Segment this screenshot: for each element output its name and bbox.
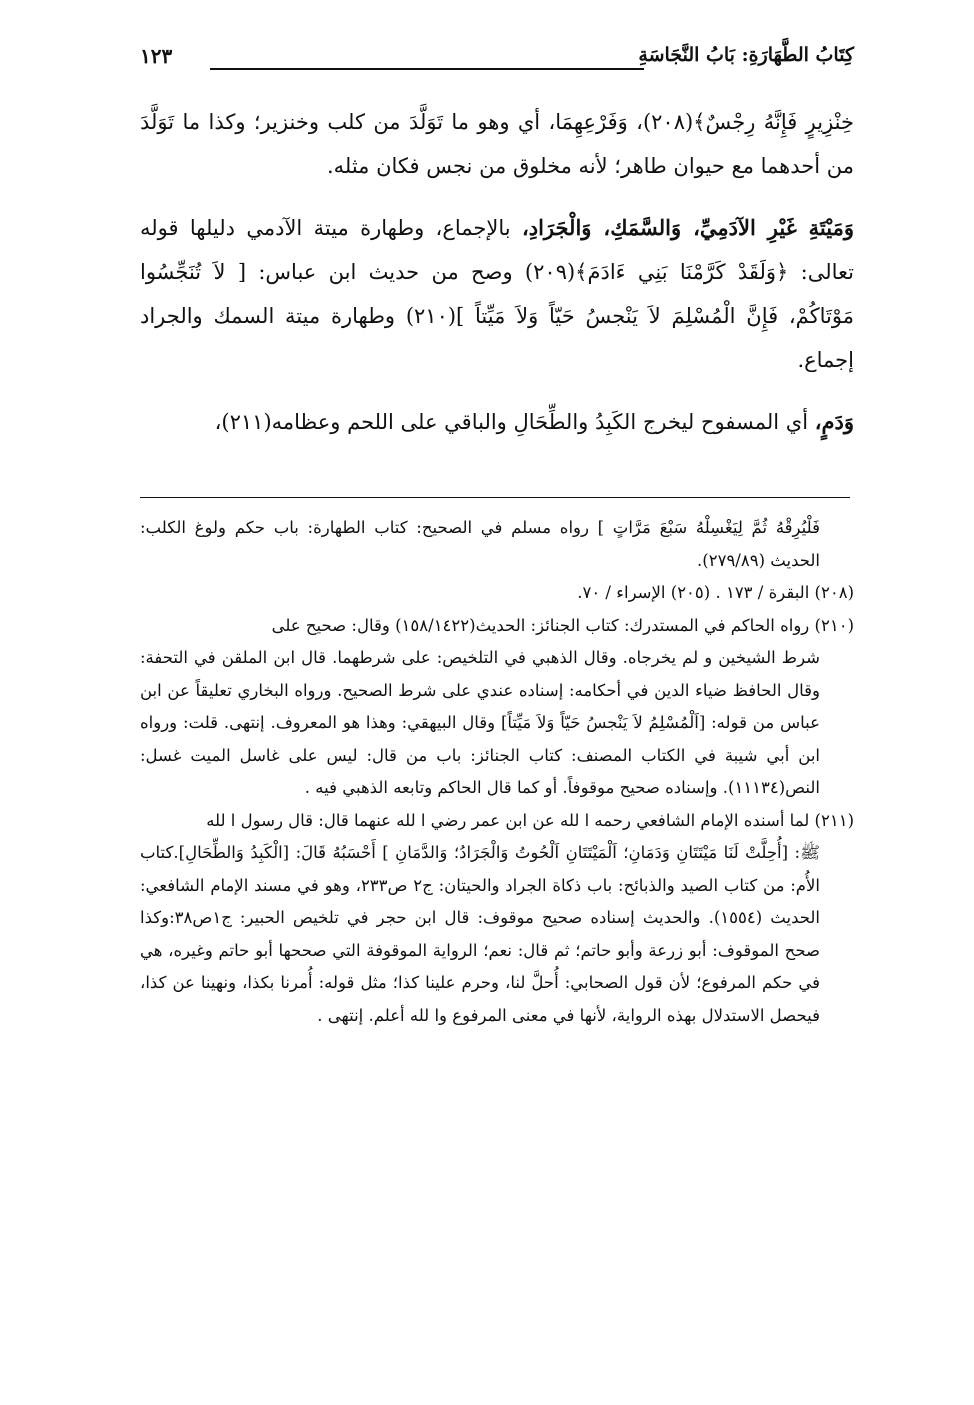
footnote-208-209: (٢٠٨) البقرة / ١٧٣ . (٢٠٥) الإسراء / ٧٠.	[577, 583, 854, 602]
footnotes	[140, 512, 854, 1032]
footnote-210-first-text: رواه الحاكم في المستدرك: كتاب الجنائز: الحديث(١٥٨/١٤٢٢) وقال: صحيح على	[271, 615, 810, 635]
footnote-211-first-text: لما أسنده الإمام الشافعي رحمه ا لله عن ابن عمر رضي ا لله عنهما قال: قال رسول ا لله	[206, 810, 810, 830]
page-number: ١٢٣	[140, 44, 173, 68]
footnote-continuation: فَلْيُرِقْهُ ثُمَّ لِيَغْسِلْهُ سَبْعَ مَرَّاتٍ ] رواه مسلم في الصحيح: كتاب الطهارة: باب حكم ولوغ الكلب: الحديث (٢٧٩/٨٩).	[140, 518, 820, 570]
footnote-211-number: (٢١١)	[814, 810, 854, 830]
paragraph-2-lead: وَمَيْتَةِ غَيْرِ الآدَمِيِّ، وَالسَّمَكِ، وَالْجَرَادِ،	[521, 215, 854, 240]
footnote-210-number: (٢١٠)	[814, 615, 854, 635]
paragraph-3-text: أي المسفوح ليخرج الكَبِدُ والطِّحَالِ والباقي على اللحم وعظامه(٢١١)،	[214, 410, 815, 434]
running-header	[140, 44, 854, 78]
paragraph-3	[140, 400, 854, 444]
header-rule	[210, 68, 644, 70]
footnote-210-text: شرط الشيخين و لم يخرجاه. وقال الذهبي في التلخيص: على شرطهما. قال ابن الملقن في التحفة: وقال الحافظ ضياء الدين في أحكامه: إسناده عندي على شرط الصحيح. ورواه البخاري تعليقاً عن ابن عباس من قوله: [اَلْمُسْلِمُ لاَ يَنْجسُ حَيّاً وَلاَ مَيِّتاً] وقال البيهقي: وهذا هو المعروف. إنتهى. قلت: ورواه ابن أبي شيبة في الكتاب المصنف: كتاب الجنائز: باب من قال: ليس على غاسل الميت غسل: النص(١١١٣٤). وإسناده صحيح موقوفاً. أو كما قال الحاكم وتابعه الذهبي فيه .	[140, 648, 820, 797]
paragraph-2	[140, 206, 854, 382]
footnote-separator	[140, 497, 850, 498]
header-title: كِتَابُ الطَّهَارَةِ: بَابُ النَّجَاسَةِ	[638, 44, 854, 66]
footnote-211-text: ﷺ: [أُحِلَّتْ لَنَا مَيْتَتَانِ وَدَمَانِ؛ اَلْمَيْتَتَانِ اَلْحُوتُ وَالْجَرَادُ؛ وَالدَّمَانِ ] أَحْسَبُهُ قَالَ: [الْكَبِدُ وَالطِّحَالِ].كتاب الأُم: من كتاب الصيد والذبائح: باب ذكاة الجراد والحيتان: ج٢ ص٢٣٣، وهو في مسند الإمام الشافعي: الحديث (١٥٥٤). والحديث إسناده صحيح موقوف: قال ابن حجر في تلخيص الحبير: ج١ص٣٨:وكذا صحح الموقوف: أبو زرعة وأبو حاتم؛ ثم قال: نعم؛ الرواية الموقوفة التي صححها أبو حاتم وغيره، هي في حكم المرفوع؛ لأن قول الصحابي: أُحلَّ لنا، وحرم علينا كذا؛ مثل قوله: أُمرنا بكذا، ونهينا عن كذا، فيحصل الاستدلال بهذه الرواية، لأنها في معنى المرفوع وا لله أعلم. إنتهى .	[140, 843, 820, 1025]
main-text	[140, 100, 854, 462]
paragraph-1: خِنْزِيرٍ فَإِنَّهُ رِجْسٌ﴾(٢٠٨)، وَفَرْعِهِمَا، أي وهو ما تَوَلَّدَ من كلب وخنزير؛ وكذا ما تَوَلَّدَ من أحدهما مع حيوان طاهر؛ لأنه مخلوق من نجس فكان مثله.	[140, 110, 854, 178]
footnote-211-first-line	[140, 805, 854, 838]
paragraph-2-text: بالإجماع، وطهارة ميتة الآدمي دليلها قوله تعالى: ﴿وَلَقَدْ كَرَّمْنَا بَنِي ءَادَمَ﴾(٢٠٩) وصح من حديث ابن عباس: [ لاَ تُنَجِّسُوا مَوْتَاكُمْ، فَإِنَّ الْمُسْلِمَ لاَ يَنْجسُ حَيّاً وَلاَ مَيِّتاً ](٢١٠) وطهارة ميتة السمك والجراد إجماع.	[140, 216, 855, 372]
paragraph-3-lead: وَدَمٍ،	[814, 409, 854, 434]
footnote-210-first-line	[140, 610, 854, 643]
